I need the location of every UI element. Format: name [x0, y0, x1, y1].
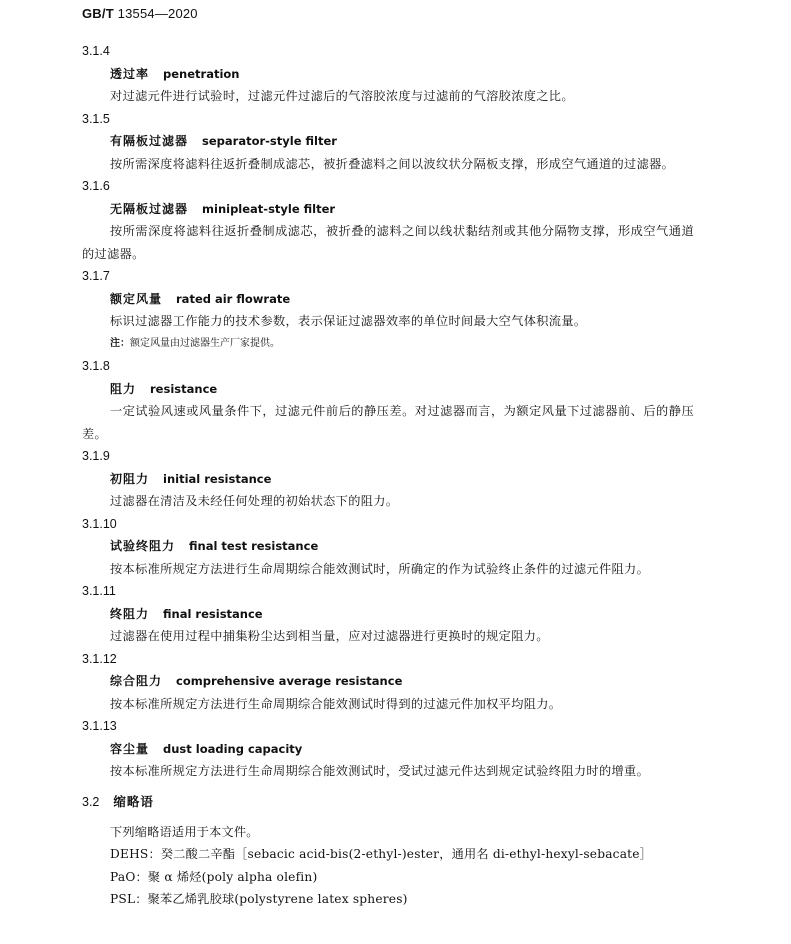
abbreviation-intro: 下列缩略语适用于本文件。 [110, 824, 259, 839]
term-number: 3.1.9 [82, 449, 110, 463]
term-heading [0, 468, 791, 491]
term-entry [0, 648, 791, 716]
term-entry [0, 175, 791, 265]
term-number: 3.1.7 [82, 269, 110, 283]
term-entry [0, 580, 791, 648]
section-number: 3.2 [82, 794, 100, 809]
abbreviation-item: PSL：聚苯乙烯乳胶球(polystyrene latex spheres) [110, 892, 408, 906]
section-heading [0, 791, 791, 821]
abbreviation-list [0, 821, 791, 911]
term-chinese: 阻力 [110, 381, 137, 396]
term-entry [0, 445, 791, 513]
term-definition: 按所需深度将滤料往返折叠制成滤芯，被折叠的滤料之间以线状黏结剂或其他分隔物支撑，形成空气通道的过滤器。 [82, 224, 694, 261]
term-definition: 按本标准所规定方法进行生命周期综合能效测试时得到的过滤元件加权平均阻力。 [110, 696, 562, 711]
term-note [0, 333, 791, 356]
term-chinese: 额定风量 [110, 291, 163, 306]
term-definition: 标识过滤器工作能力的技术参数，表示保证过滤器效率的单位时间最大空气体积流量。 [110, 314, 587, 328]
term-entry [0, 265, 791, 355]
term-english: separator-style filter [202, 134, 337, 148]
term-definition: 过滤器在使用过程中捕集粉尘达到相当量，应对过滤器进行更换时的规定阻力。 [110, 629, 549, 643]
document-body [0, 40, 791, 911]
term-chinese: 终阻力 [110, 606, 150, 621]
term-entry [0, 108, 791, 176]
term-definition: 按所需深度将滤料往返折叠制成滤芯，被折叠滤料之间以波纹状分隔板支撑，形成空气通道的过滤器。 [110, 156, 675, 171]
term-number: 3.1.13 [82, 719, 117, 733]
page-header [82, 6, 198, 22]
term-heading [0, 603, 791, 626]
note-label: 注： [110, 337, 130, 349]
section-title: 缩略语 [113, 793, 154, 809]
term-entry [0, 513, 791, 581]
term-heading [0, 288, 791, 311]
term-english: minipleat-style filter [202, 201, 336, 216]
term-chinese: 无隔板过滤器 [110, 201, 189, 216]
abbreviation-item: PaO：聚 α 烯烃(poly alpha olefin) [110, 869, 318, 884]
term-number: 3.1.10 [82, 516, 117, 531]
term-number: 3.1.12 [82, 651, 117, 666]
term-english: final resistance [163, 606, 263, 621]
term-number: 3.1.8 [82, 359, 110, 373]
standard-prefix: GB/T [82, 6, 114, 21]
term-english: dust loading capacity [163, 741, 303, 756]
term-definition: 过滤器在清洁及未经任何处理的初始状态下的阻力。 [110, 494, 399, 508]
term-entry [0, 715, 791, 783]
term-english: penetration [163, 66, 240, 81]
term-definition: 一定试验风速或风量条件下，过滤元件前后的静压差。对过滤器而言，为额定风量下过滤器前、后的静压差。 [82, 404, 694, 441]
term-number: 3.1.5 [82, 111, 110, 126]
term-definition: 按本标准所规定方法进行生命周期综合能效测试时，受试过滤元件达到规定试验终阻力时的增重。 [110, 764, 650, 778]
term-english: final test resistance [189, 539, 319, 553]
note-text: 额定风量由过滤器生产厂家提供。 [130, 337, 280, 349]
term-chinese: 综合阻力 [110, 674, 163, 688]
term-chinese: 透过率 [110, 66, 150, 81]
term-chinese: 初阻力 [110, 471, 150, 486]
term-number: 3.1.4 [82, 44, 110, 58]
term-definition: 按本标准所规定方法进行生命周期综合能效测试时，所确定的作为试验终止条件的过滤元件阻力。 [110, 561, 650, 576]
term-entry [0, 40, 791, 108]
abbreviation-item: DEHS：癸二酸二辛酯［sebacic acid-bis(2-ethyl-)ester，通用名 di-ethyl-hexyl-sebacate］ [110, 847, 653, 861]
term-heading [0, 63, 791, 86]
term-heading [0, 670, 791, 693]
term-english: initial resistance [163, 471, 272, 486]
term-english: rated air flowrate [176, 291, 291, 306]
term-chinese: 有隔板过滤器 [110, 134, 189, 148]
term-english: resistance [150, 381, 218, 396]
term-chinese: 容尘量 [110, 741, 150, 756]
term-entry [0, 355, 791, 445]
term-number: 3.1.6 [82, 179, 110, 193]
term-chinese: 试验终阻力 [110, 539, 176, 553]
term-english: comprehensive average resistance [176, 674, 403, 688]
term-heading [0, 535, 791, 558]
term-heading [0, 130, 791, 153]
term-number: 3.1.11 [82, 584, 116, 598]
term-heading [0, 378, 791, 401]
term-heading [0, 198, 791, 221]
term-definition: 对过滤元件进行试验时，过滤元件过滤后的气溶胶浓度与过滤前的气溶胶浓度之比。 [110, 89, 574, 103]
term-heading [0, 738, 791, 761]
standard-number: 13554—2020 [117, 6, 198, 21]
